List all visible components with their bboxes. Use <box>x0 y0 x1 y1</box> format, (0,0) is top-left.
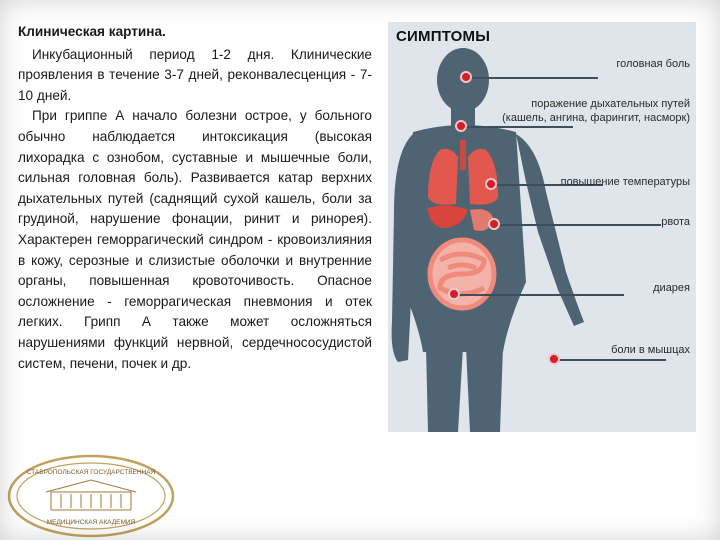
paragraph-incubation: Инкубационный период 1-2 дня. Клинические проявления в течение 3-7 дней, реконвалесценция - 7-10 дней. <box>18 46 372 103</box>
slide-title: Клиническая картина. <box>18 24 166 39</box>
emblem-top-text: СТАВРОПОЛЬСКАЯ ГОСУДАРСТВЕННАЯ <box>26 469 156 476</box>
symptom-temperature: повышение температуры <box>560 176 690 188</box>
leader-line-respiratory <box>463 126 573 128</box>
clinical-picture-text <box>18 22 372 374</box>
dot-diarrhea <box>448 288 460 300</box>
academy-emblem-logo <box>6 452 176 540</box>
symptom-muscle-pain: боли в мышцах <box>611 344 690 356</box>
symptom-headache: головная боль <box>616 58 690 70</box>
symptom-respiratory-detail: (кашель, ангина, фарингит, насморк) <box>502 112 690 124</box>
leader-line-vomiting <box>496 224 661 226</box>
symptom-vomiting: рвота <box>661 216 690 228</box>
symptom-respiratory: поражение дыхательных путей <box>531 98 690 110</box>
infographic-title: СИМПТОМЫ <box>396 28 491 45</box>
dot-vomiting <box>488 218 500 230</box>
building-icon <box>46 480 136 510</box>
dot-headache <box>460 71 472 83</box>
emblem-bottom-text: МЕДИЦИНСКАЯ АКАДЕМИЯ <box>46 519 136 526</box>
leader-line-muscle-pain <box>556 359 666 361</box>
leader-line-diarrhea <box>456 294 624 296</box>
dot-muscle-pain <box>548 353 560 365</box>
dot-temperature <box>485 178 497 190</box>
human-body-illustration <box>388 22 696 432</box>
dot-respiratory <box>455 120 467 132</box>
intestines-illustration <box>430 240 494 308</box>
symptoms-infographic <box>388 22 696 432</box>
leader-line-headache <box>468 77 598 79</box>
symptom-diarrhea: диарея <box>653 282 690 294</box>
paragraph-influenza-a: При гриппе А начало болезни острое, у больного обычно наблюдается интоксикация (высокая лихорадка с ознобом, суставные и мышечные боли, сильная головная боль). Развивается катар верхних дыхательных путей (саднящий сухой кашель, боли за грудиной, нарушение фонации, ринит и ринорея). Характерен геморрагический синдром - кровоизлияния в кожу, серозные и слизистые оболочки и внутренние органы, повышенная кровоточивость. Опасное осложнение - геморрагическая пневмония и отек легких. Грипп А также может осложняться нарушениями функций нервной, сердечнососудистой систем, печени, почек и др. <box>18 108 372 371</box>
